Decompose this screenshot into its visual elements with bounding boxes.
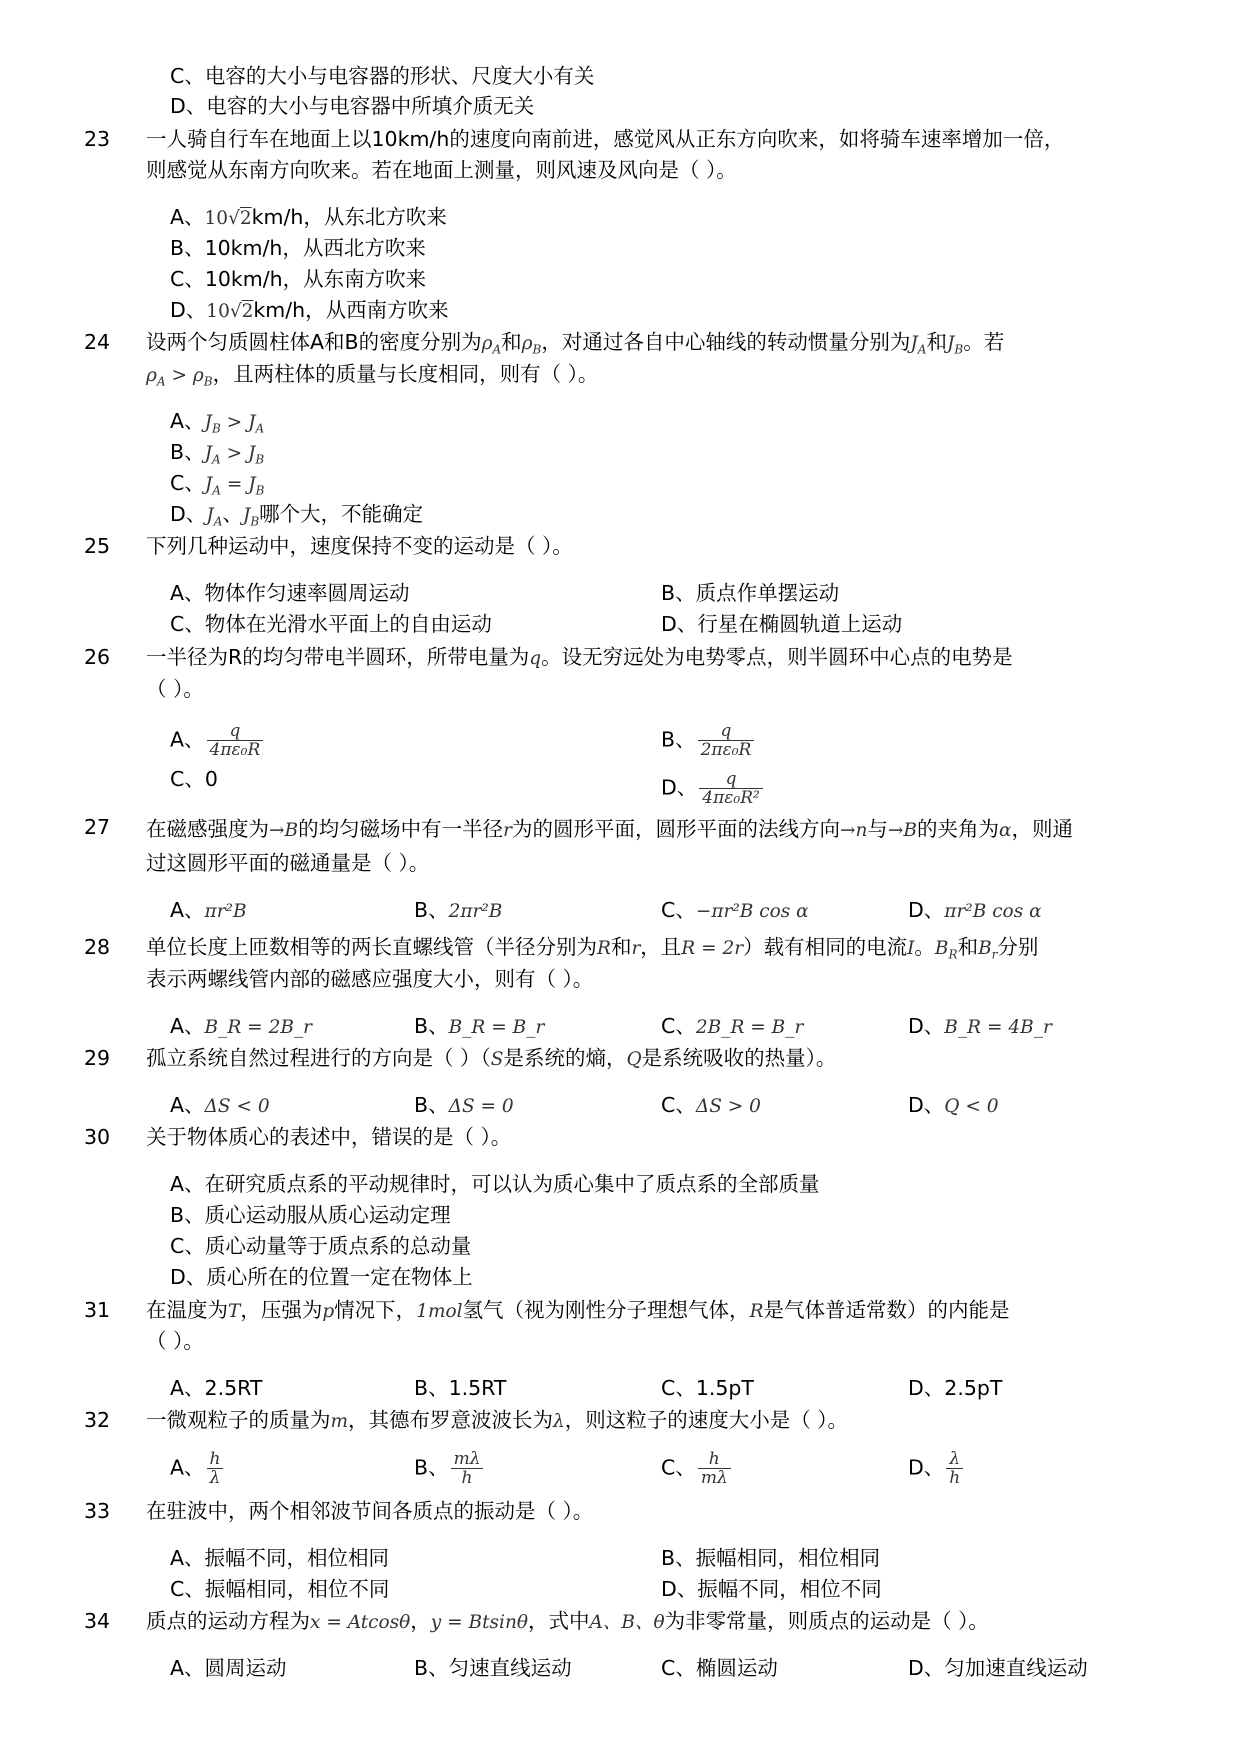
q24-stem-line1: 设两个匀质圆柱体A和B的密度分别为$\rho_A$和$\rho_B$，对通过各自中心轴线的转动惯量分别为$J_A$和$J_B$。若	[146, 330, 1005, 357]
math-i: I	[907, 938, 915, 959]
math-expr: ΔS < 0	[204, 1096, 270, 1117]
q34-option-d: D、匀加速直线运动	[908, 1656, 1088, 1680]
q26-stem-line1: 一半径为R的均匀带电半圆环，所带电量为q。设无穷远处为电势零点，则半圆环中心点的电势是	[146, 645, 1013, 669]
q31-option-b: B、1.5RT	[414, 1376, 507, 1400]
math-x-equation: x = Atcosθ	[310, 1612, 411, 1633]
q27-stem-line2: 过这圆形平面的磁通量是（ ）。	[146, 851, 430, 875]
math-vector-b: →B	[269, 820, 299, 841]
option-text: km/h，从西南方吹来	[253, 298, 449, 322]
math-j-a: $J_A$	[910, 333, 927, 357]
q32-option-a: A、 $\frac{h}{\lambda}$	[170, 1450, 225, 1487]
q33-option-c: C、振幅相同，相位不同	[170, 1577, 390, 1601]
option-prefix: A、	[170, 205, 205, 229]
q23-option-b: B、10km/h，从西北方吹来	[170, 236, 426, 260]
q26-option-d: D、 $\frac{q}{\text{4πε₀R²}}$	[661, 770, 765, 807]
math-rho-inequality: $\rho_A > \rho_B$	[146, 365, 213, 389]
q23-option-a	[170, 203, 447, 233]
q25-number: 25	[84, 534, 111, 558]
math-r: R	[749, 1301, 764, 1322]
math-expr: $J_A > J_B$	[204, 443, 265, 467]
q27-stem-line1: 在磁感强度为→B的均匀磁场中有一半径r为的圆形平面，圆形平面的法线方向→n与→B的夹角为α，则通	[146, 817, 1074, 841]
q34-option-a: A、圆周运动	[170, 1656, 287, 1680]
q28-stem-line2: 表示两螺线管内部的磁感应强度大小，则有（ ）。	[146, 967, 594, 991]
math-alpha: α	[999, 820, 1012, 841]
q31-option-d: D、2.5pT	[908, 1376, 1003, 1400]
q23-stem-line1: 一人骑自行车在地面上以10km/h的速度向南前进，感觉风从正东方向吹来，如将骑车速率增加一倍，	[146, 127, 1065, 151]
math-fraction: $\frac{\lambda}{h}$	[946, 1450, 963, 1487]
q28-option-c: C、2B_R = B_r	[661, 1014, 804, 1038]
math-r-small: r	[631, 938, 641, 959]
q23-stem-line2: 则感觉从东南方向吹来。若在地面上测量，则风速及风向是（ ）。	[146, 158, 737, 182]
q27-option-a: A、πr²B	[170, 898, 247, 922]
math-p: p	[322, 1301, 335, 1322]
q24-option-b: B、$J_A > J_B$	[170, 440, 265, 467]
math-r-big: R	[597, 938, 611, 959]
math-expr: πr²B	[204, 901, 247, 922]
math-expr: ΔS = 0	[448, 1096, 514, 1117]
q31-stem-line2: （ ）。	[146, 1329, 204, 1353]
q22-option-c: C、电容的大小与电容器的形状、尺度大小有关	[170, 64, 595, 88]
q24-option-c: C、$J_A = J_B$	[170, 471, 265, 498]
q30-option-d: D、质心所在的位置一定在物体上	[170, 1265, 473, 1289]
math-m: m	[330, 1411, 349, 1432]
math-b-r-big: $B_R$	[934, 938, 958, 962]
q31-number: 31	[84, 1298, 111, 1322]
q26-number: 26	[84, 645, 111, 669]
q34-option-c: C、椭圆运动	[661, 1656, 778, 1680]
q24-option-d: D、$J_A$、$J_B$哪个大，不能确定	[170, 502, 424, 529]
q28-option-d: D、B_R = 4B_r	[908, 1014, 1052, 1038]
q24-option-a: A、$J_B > J_A$	[170, 409, 265, 436]
math-j-a: $J_A$	[206, 505, 223, 529]
q29-number: 29	[84, 1046, 111, 1070]
q32-stem: 一微观粒子的质量为m，其德布罗意波波长为λ，则这粒子的速度大小是（ ）。	[146, 1408, 849, 1432]
q22-option-d: D、电容的大小与电容器中所填介质无关	[170, 94, 535, 118]
option-text: km/h，从东北方吹来	[251, 205, 447, 229]
q32-option-d: D、 $\frac{\lambda}{h}$	[908, 1450, 965, 1487]
q32-option-c: C、 $\frac{h}{m\lambda}$	[661, 1450, 733, 1487]
math-vector-n: →n	[839, 820, 868, 841]
q31-stem-line1: 在温度为T，压强为p情况下，1mol氢气（视为刚性分子理想气体，R是气体普适常数）的内能是	[146, 1298, 1010, 1322]
q30-option-c: C、质心动量等于质点系的总动量	[170, 1234, 472, 1258]
math-expr: B_R = B_r	[448, 1017, 545, 1038]
q34-number: 34	[84, 1609, 111, 1633]
math-expr: B_R = 2B_r	[204, 1017, 313, 1038]
q29-stem: 孤立系统自然过程进行的方向是（ ）（S是系统的熵，Q是系统吸收的热量）。	[146, 1046, 837, 1070]
math-fraction: $\frac{h}{m\lambda}$	[698, 1450, 731, 1487]
math-j-b: $J_B$	[946, 333, 964, 357]
q28-option-b: B、B_R = B_r	[414, 1014, 545, 1038]
q33-number: 33	[84, 1499, 111, 1523]
math-lambda: λ	[553, 1411, 565, 1432]
q25-option-d: D、行星在椭圆轨道上运动	[661, 612, 903, 636]
q25-option-b: B、质点作单摆运动	[661, 581, 840, 605]
q34-option-b: B、匀速直线运动	[414, 1656, 572, 1680]
math-q: Q	[626, 1049, 642, 1070]
math-sqrt-expr: 10√2	[204, 208, 252, 229]
q29-option-b: B、ΔS = 0	[414, 1093, 514, 1117]
option-prefix: D、	[170, 298, 207, 322]
q27-option-c: C、−πr²B cos α	[661, 898, 809, 922]
q31-option-a: A、2.5RT	[170, 1376, 263, 1400]
q28-stem-line1: 单位长度上匝数相等的两长直螺线管（半径分别为R和r，且R = 2r）载有相同的电流I。$B_R$和$B_r$分别	[146, 935, 1039, 962]
q33-option-b: B、振幅相同，相位相同	[661, 1546, 881, 1570]
q26-option-c: C、0	[170, 767, 218, 791]
q27-number: 27	[84, 815, 111, 839]
q23-option-d	[170, 296, 449, 326]
q27-option-b: B、2πr²B	[414, 898, 503, 922]
q28-number: 28	[84, 935, 111, 959]
math-fraction: $\frac{q}{\text{2πε₀R}}$	[698, 722, 755, 759]
math-expr: Q < 0	[944, 1096, 999, 1117]
q23-option-c: C、10km/h，从东南方吹来	[170, 267, 427, 291]
q24-number: 24	[84, 330, 111, 354]
math-y-equation: y = Btsinθ	[430, 1612, 529, 1633]
math-rho-a: $\rho_A$	[481, 333, 502, 357]
q32-number: 32	[84, 1408, 111, 1432]
math-expr: R = 2r	[681, 938, 744, 959]
q25-stem: 下列几种运动中，速度保持不变的运动是（ ）。	[146, 534, 573, 558]
q30-number: 30	[84, 1125, 111, 1149]
math-expr: ΔS > 0	[695, 1096, 761, 1117]
math-vector-b: →B	[887, 820, 918, 841]
q25-option-a: A、物体作匀速率圆周运动	[170, 581, 410, 605]
q25-option-c: C、物体在光滑水平面上的自由运动	[170, 612, 492, 636]
math-fraction: $\frac{h}{\lambda}$	[207, 1450, 224, 1487]
math-expr: −πr²B cos α	[695, 901, 809, 922]
math-r: r	[503, 820, 512, 841]
q30-stem: 关于物体质心的表述中，错误的是（ ）。	[146, 1125, 512, 1149]
math-fraction: $\frac{m\lambda}{h}$	[451, 1450, 484, 1487]
q33-stem: 在驻波中，两个相邻波节间各质点的振动是（ ）。	[146, 1499, 594, 1523]
math-expr: $J_B > J_A$	[204, 412, 265, 436]
math-sqrt-expr: 10√2	[206, 301, 254, 322]
q26-stem-line2: （ ）。	[146, 677, 204, 701]
math-t: T	[228, 1301, 241, 1322]
math-q: q	[529, 648, 542, 669]
math-b-r-small: $B_r$	[978, 938, 998, 962]
q29-option-a: A、ΔS < 0	[170, 1093, 270, 1117]
q26-option-a: A、 $\frac{q}{\text{4πε₀R}}$	[170, 722, 265, 759]
math-expr: πr²B cos α	[944, 901, 1042, 922]
q34-stem: 质点的运动方程为x = Atcosθ，y = Btsinθ，式中A、B、θ为非零常量，则质点的运动是（ ）。	[146, 1609, 989, 1633]
q26-option-b: B、 $\frac{q}{\text{2πε₀R}}$	[661, 722, 756, 759]
q32-option-b: B、 $\frac{m\lambda}{h}$	[414, 1450, 485, 1487]
math-fraction: $\frac{q}{\text{4πε₀R²}}$	[699, 770, 763, 807]
q29-option-c: C、ΔS > 0	[661, 1093, 761, 1117]
math-s: S	[490, 1049, 504, 1070]
q33-option-d: D、振幅不同，相位不同	[661, 1577, 882, 1601]
q27-option-d: D、πr²B cos α	[908, 898, 1042, 922]
q30-option-a: A、在研究质点系的平动规律时，可以认为质心集中了质点系的全部质量	[170, 1172, 820, 1196]
q28-option-a: A、B_R = 2B_r	[170, 1014, 313, 1038]
math-expr: 2πr²B	[448, 901, 503, 922]
q33-option-a: A、振幅不同，相位相同	[170, 1546, 390, 1570]
math-mol: 1mol	[416, 1301, 463, 1322]
math-rho-b: $\rho_B$	[521, 333, 542, 357]
math-expr: B_R = 4B_r	[944, 1017, 1052, 1038]
q29-option-d: D、Q < 0	[908, 1093, 999, 1117]
math-j-b: $J_B$	[242, 505, 260, 529]
math-constants: A、B、θ	[589, 1612, 665, 1633]
math-fraction: $\frac{q}{\text{4πε₀R}}$	[207, 722, 264, 759]
math-expr: $J_A = J_B$	[204, 474, 265, 498]
q23-number: 23	[84, 127, 111, 151]
q24-stem-line2: $\rho_A > \rho_B$，且两柱体的质量与长度相同，则有（ ）。	[146, 362, 599, 389]
q30-option-b: B、质心运动服从质心运动定理	[170, 1203, 451, 1227]
q31-option-c: C、1.5pT	[661, 1376, 754, 1400]
math-expr: 2B_R = B_r	[695, 1017, 804, 1038]
